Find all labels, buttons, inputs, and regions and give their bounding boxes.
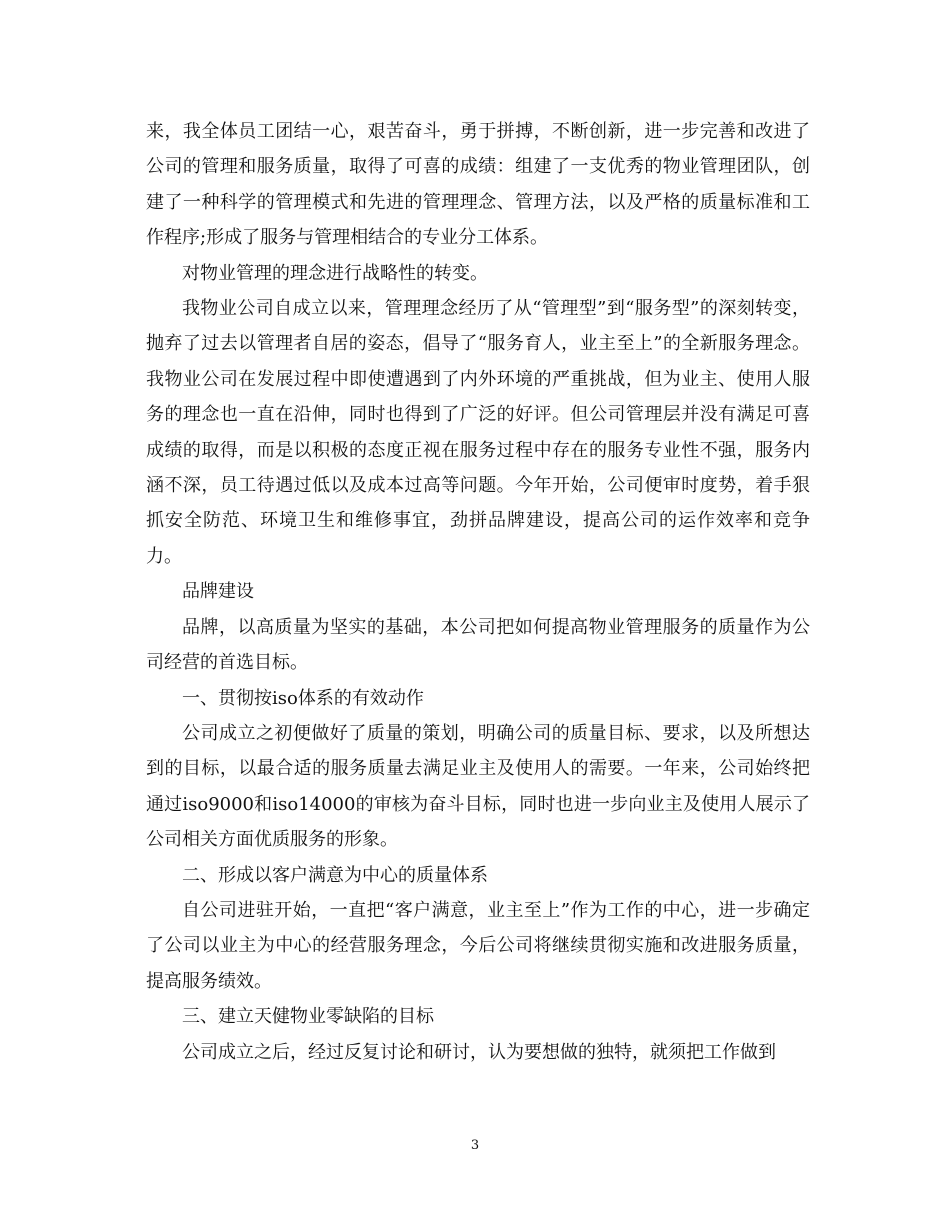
section-heading: 品牌建设 [182, 581, 254, 603]
paragraph: 公司成立之后，经过反复讨论和研讨，认为要想做的独特，就须把工作做到 [182, 1041, 776, 1063]
paragraph: 公司成立之初便做好了质量的策划，明确公司的质量目标、要求，以及所想达到的目标，以最合适的服务质量去满足业主及使用人的需要。一年来，公司始终把通过iso9000和iso14000的审核为奋斗目标，同时也进一步向业主及使用人展示了公司相关方面优质服务的形象。 [146, 722, 810, 851]
paragraph: 来，我全体员工团结一心，艰苦奋斗，勇于拼搏，不断创新，进一步完善和改进了公司的管理和服务质量，取得了可喜的成绩：组建了一支优秀的物业管理团队，创建了一种科学的管理模式和先进的管理理念、管理方法，以及严格的质量标准和工作程序;形成了服务与管理相结合的专业分工体系。 [146, 121, 810, 249]
paragraph: 对物业管理的理念进行战略性的转变。 [182, 262, 488, 284]
section-heading: 三、建立天健物业零缺陷的目标 [182, 1006, 434, 1028]
section-heading: 一、贯彻按iso体系的有效动作 [182, 687, 424, 709]
page-number: 3 [470, 1138, 480, 1153]
paragraph: 品牌，以高质量为坚实的基础，本公司把如何提高物业管理服务的质量作为公司经营的首选目标。 [146, 616, 810, 674]
paragraph: 我物业公司自成立以来，管理理念经历了从“管理型”到“服务型”的深刻转变，抛弃了过去以管理者自居的姿态，倡导了“服务育人，业主至上”的全新服务理念。我物业公司在发展过程中即使遭遇到了内外环境的严重挑战，但为业主、使用人服务的理念也一直在沿伸，同时也得到了广泛的好评。但公司管理层并没有满足可喜成绩的取得，而是以积极的态度正视在服务过程中存在的服务专业性不强，服务内涵不深，员工待遇过低以及成本过高等问题。今年开始，公司便审时度势，着手狠抓安全防范、环境卫生和维修事宜，劲拼品牌建设，提高公司的运作效率和竞争力。 [146, 298, 810, 567]
document-body [146, 114, 810, 1070]
section-heading: 二、形成以客户满意为中心的质量体系 [182, 864, 488, 886]
paragraph: 自公司进驻开始，一直把“客户满意，业主至上”作为工作的中心，进一步确定了公司以业主为中心的经营服务理念，今后公司将继续贯彻实施和改进服务质量，提高服务绩效。 [146, 899, 810, 992]
